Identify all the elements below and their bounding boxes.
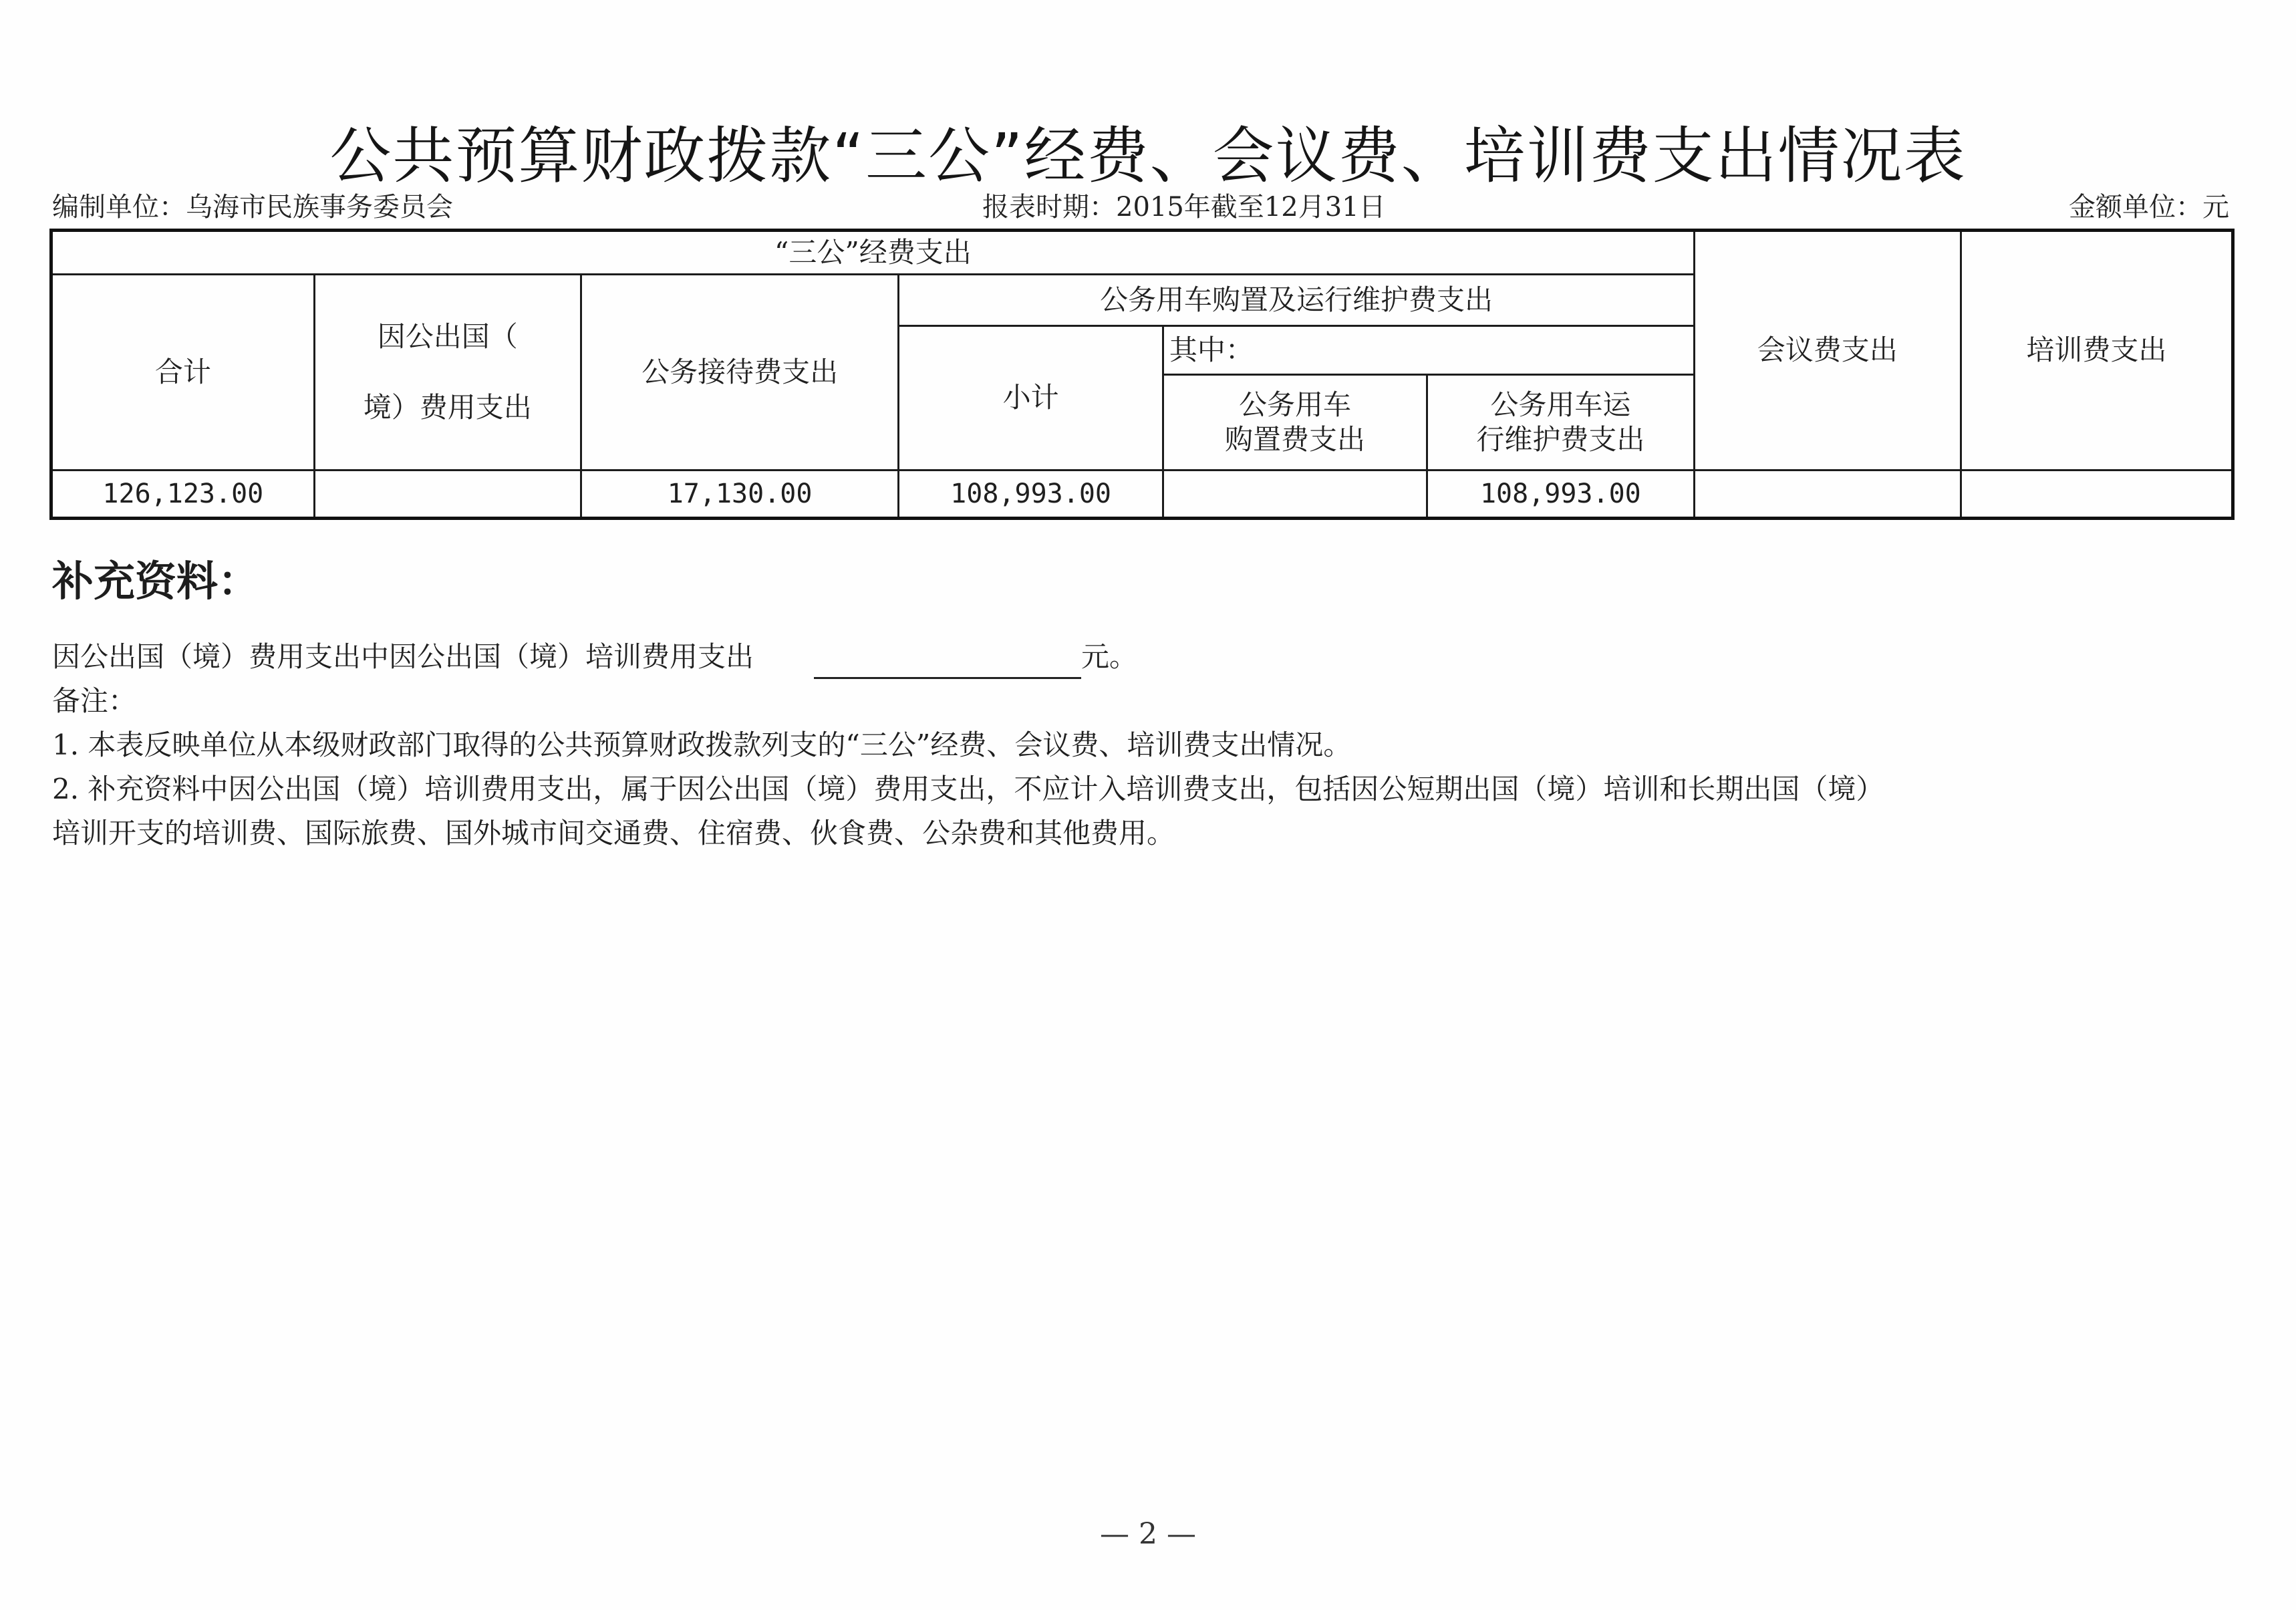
note-2-line1: 2. 补充资料中因公出国（境）培训费用支出，属于因公出国（境）费用支出，不应计入培训费支出，包括因公短期出国（境）培训和长期出国（境） [52, 773, 1884, 805]
header-car-purchase-line2: 购置费支出 [1224, 423, 1365, 456]
header-car-maintenance-line1: 公务用车运 [1490, 388, 1631, 421]
header-abroad-line2: 境）费用支出 [363, 391, 532, 424]
supplement-line1-suffix: 元。 [1081, 640, 1138, 673]
fill-in-blank [814, 640, 1081, 679]
cell-total: 126,123.00 [51, 471, 315, 519]
report-period: 报表时期：2015年截至12月31日 [982, 192, 1386, 223]
supplement-title: 补充资料： [52, 557, 260, 606]
header-car: 公务用车购置及运行维护费支出 [899, 275, 1694, 326]
note-2-line2: 培训开支的培训费、国际旅费、国外城市间交通费、住宿费、伙食费、公杂费和其他费用。 [52, 817, 1175, 849]
header-car-maintenance-line2: 行维护费支出 [1476, 423, 1645, 456]
supplement-line1-text: 因公出国（境）费用支出中因公出国（境）培训费用支出 [52, 640, 754, 673]
cell-reception: 17,130.00 [581, 471, 898, 519]
compiling-unit: 编制单位：乌海市民族事务委员会 [52, 192, 453, 223]
page-title: 公共预算财政拨款“三公”经费、会议费、培训费支出情况表 [329, 120, 1967, 192]
header-total: 合计 [51, 275, 315, 471]
cell-car-maintenance: 108,993.00 [1427, 471, 1695, 519]
cell-subtotal: 108,993.00 [899, 471, 1163, 519]
header-abroad-line1: 因公出国（ [377, 319, 518, 353]
page-number: — 2 — [1100, 1517, 1196, 1551]
header-car-purchase-line1: 公务用车 [1238, 388, 1351, 421]
header-abroad [314, 275, 581, 471]
header-of-which: 其中： [1163, 326, 1694, 375]
cell-abroad [314, 471, 581, 519]
header-car-maintenance [1427, 375, 1695, 471]
cell-training [1961, 471, 2233, 519]
supplement-line1 [52, 635, 2224, 679]
amount-unit: 金额单位：元 [2069, 192, 2229, 223]
supplement-notes [52, 635, 2224, 855]
cell-meeting [1694, 471, 1961, 519]
header-reception: 公务接待费支出 [581, 275, 898, 471]
cell-car-purchase [1163, 471, 1427, 519]
remark-label: 备注： [52, 684, 137, 717]
header-meeting: 会议费支出 [1694, 231, 1961, 471]
expense-table [49, 229, 2235, 520]
header-car-purchase [1163, 375, 1427, 471]
header-training: 培训费支出 [1961, 231, 2233, 471]
note-1: 1. 本表反映单位从本级财政部门取得的公共预算财政拨款列支的“三公”经费、会议费、培训费支出情况。 [52, 728, 1352, 761]
header-sangong: “三公”经费支出 [51, 231, 1695, 275]
header-subtotal: 小计 [899, 326, 1163, 471]
table-row [51, 471, 2233, 519]
